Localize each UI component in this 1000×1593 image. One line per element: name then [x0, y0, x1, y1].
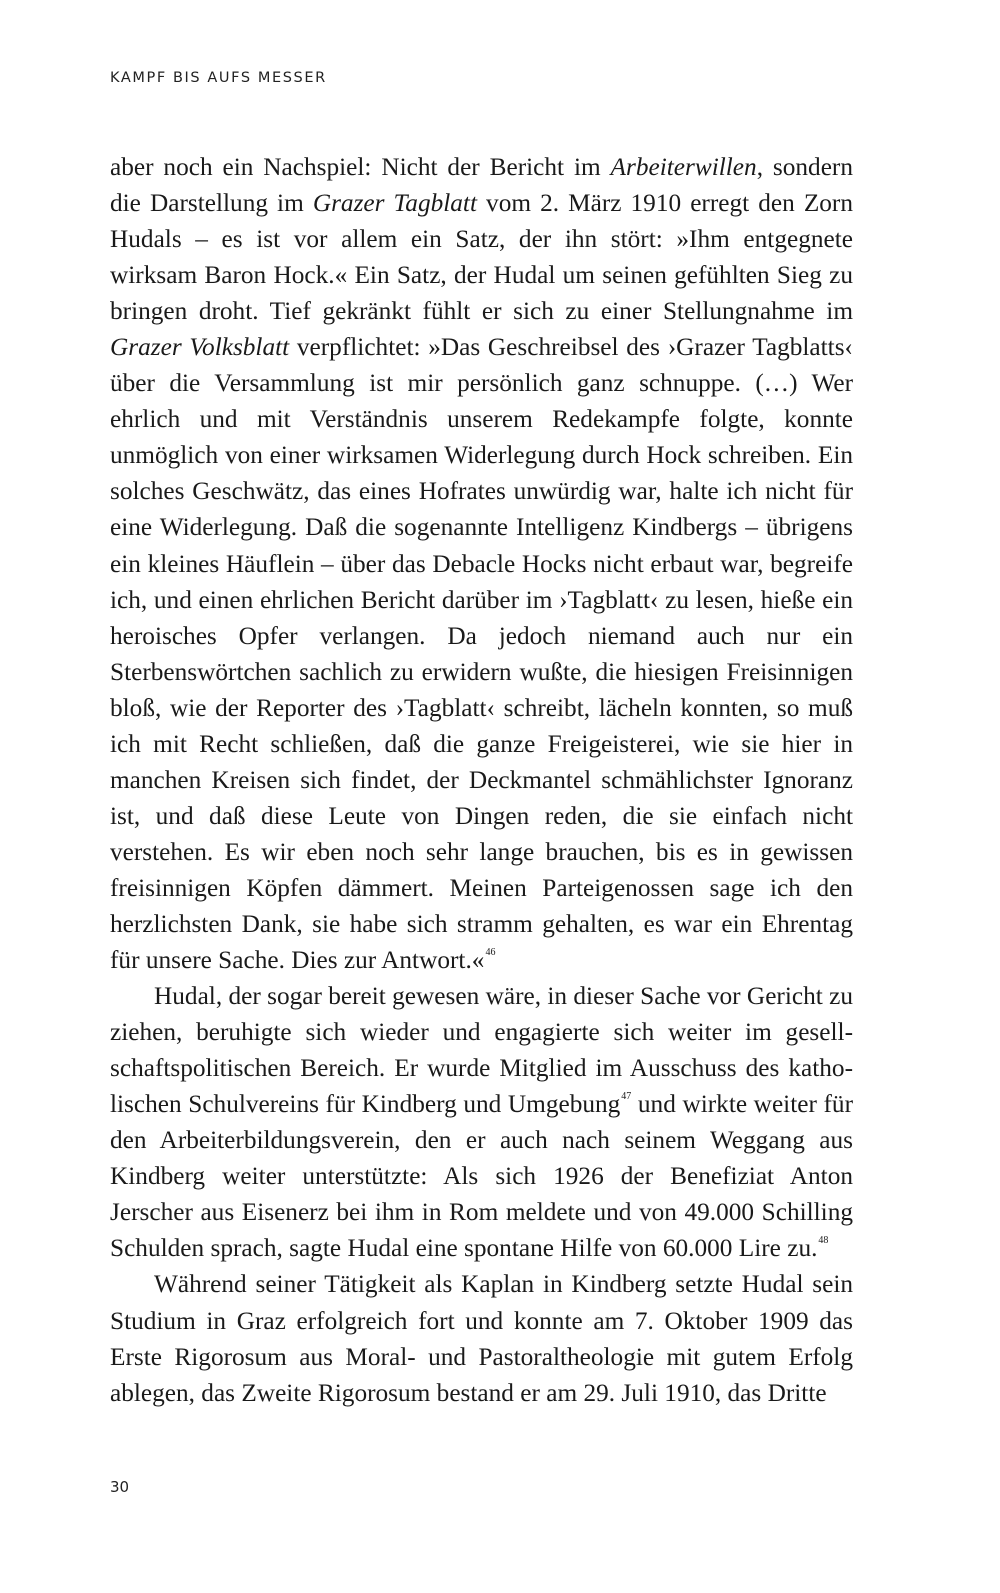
paragraph-1	[110, 149, 853, 978]
body-text	[110, 149, 853, 1411]
newspaper-title-grazer-tagblatt: Grazer Tagblatt	[312, 189, 477, 218]
text-run: vom 2. März 1910 erregt den Zorn Hudals – es ist vor allem ein Satz, der ihn stört: »Ihm entgegnete wirksam Baron Hock.« Ein Satz, der Hudal um seinen gefühlten Sieg zu bringen droht. Tief gekränkt fühlt er sich zu einer Stellungnahme im	[110, 189, 853, 326]
paragraph-3	[110, 1266, 853, 1410]
newspaper-title-grazer-volksblatt: Grazer Volksblatt	[110, 333, 290, 362]
footnote-marker-48: 48	[818, 1235, 829, 1247]
newspaper-title-arbeiterwillen: Arbeiterwillen	[610, 153, 757, 181]
running-head: KAMPF BIS AUFS MESSER	[110, 70, 327, 86]
footnote-marker-46: 46	[485, 947, 496, 959]
paragraph-2	[110, 978, 853, 1266]
text-run: Hudal, der sogar bereit gewesen wäre, in dieser Sache vor Gericht zu ziehen, beruhigte sich wieder und engagierte sich weiter im gesellschaftspolitischen Bereich. Er wurde Mitglied im Ausschuss des katholischen Schulvereins für Kindberg und Umgebung	[110, 982, 853, 1119]
text-run: Während seiner Tätigkeit als Kaplan in Kindberg setzte Hudal sein Studium in Graz erfolgreich fort und konnte am 7. Oktober 1909 das Erste Rigorosum aus Moral- und Pastoraltheologie mit gutem Erfolg ablegen, das Zweite Rigorosum bestand er am 29. Juli 1910, das Dritte	[110, 1270, 853, 1407]
text-run: verpflichtet: »Das Geschreibsel des ›Grazer Tagblatts‹ über die Versammlung ist mir persönlich ganz schnuppe. (…) Wer ehrlich und mit Verständnis unserem Redekampfe folgte, konnte unmöglich von einer wirksamen Widerlegung durch Hock schreiben. Ein solches Geschwätz, das eines Hofrates unwürdig war, halte ich nicht für eine Widerlegung. Daß die sogenannte Intelligenz Kindbergs – übrigens ein kleines Häuflein – über das Debacle Hocks nicht erbaut war, begreife ich, und einen ehrlichen Bericht darüber im ›Tagblatt‹ zu lesen, hieße ein heroisches Opfer verlangen. Da jedoch niemand auch nur ein Sterbenswörtchen sachlich zu erwidern wußte, die hiesigen Freisinnigen bloß, wie der Reporter des ›Tagblatt‹ schreibt, lächeln konnten, so muß ich mit Recht schließen, daß die ganze Freigeisterei, wie sie hier in manchen Kreisen sich findet, der Deckmantel schmählichster Ignoranz ist, und daß diese Leute von Dingen reden, die sie einfach nicht verstehen. Es wir eben noch sehr lange brauchen, bis es in gewissen freisinnigen Köpfen dämmert. Meinen Parteigenossen sage ich den herzlichsten Dank, sie habe sich stramm gehalten, es war ein Ehrentag für unsere Sache. Dies zur Antwort.«	[110, 333, 853, 975]
footnote-marker-47: 47	[621, 1091, 632, 1103]
page-number: 30	[110, 1478, 130, 1496]
text-run: und wirkte weiter für den Arbeiterbildungsverein, den er auch nach seinem Weggang aus Kindberg weiter unterstützte: Als sich 1926 der Benefiziat Anton Jerscher aus Eisenerz bei ihm in Rom meldete und von 49.000 Schilling Schulden sprach, sagte Hudal eine spontane Hilfe von 60.000 Lire zu.	[110, 1090, 853, 1263]
text-run: aber noch ein Nachspiel: Nicht der Bericht im	[110, 153, 611, 181]
text-run: , sondern die Darstellung im	[110, 153, 853, 218]
